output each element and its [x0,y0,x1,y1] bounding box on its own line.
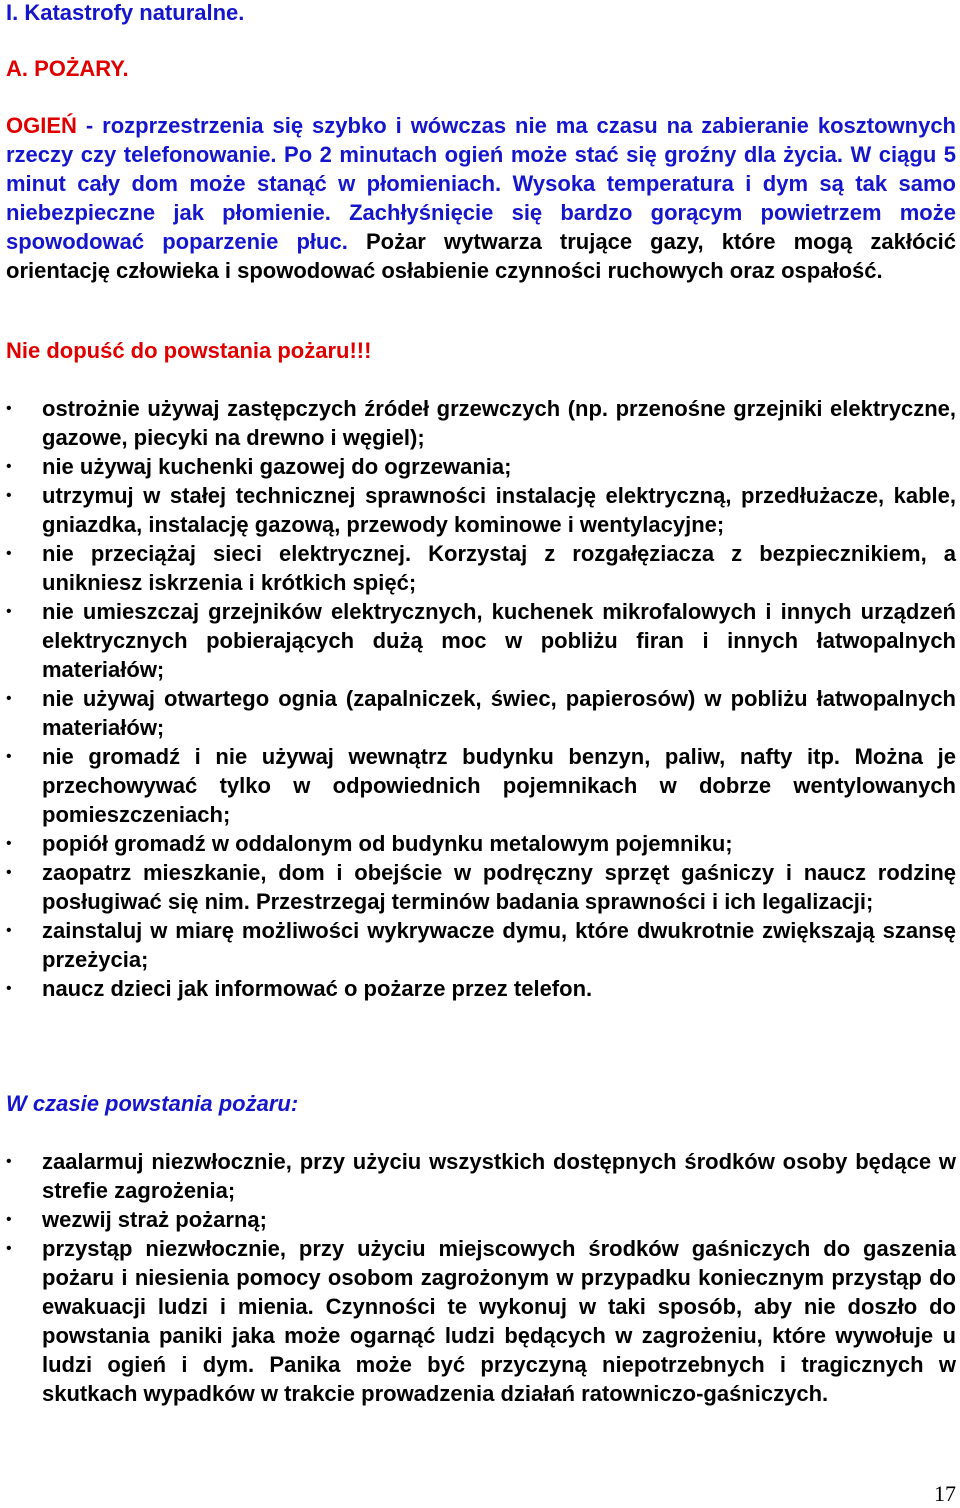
list-item: • zaalarmuj niezwłocznie, przy użyciu wszystkich dostępnych środków osoby będące w strefie zagrożenia; [6,1147,956,1205]
warning-text: Nie dopuść do powstania pożaru!!! [6,338,372,363]
during-fire-heading: W czasie powstania pożaru: [6,1091,299,1116]
prevention-list [6,394,956,1003]
section-title: A. POŻARY. [6,56,129,81]
list-item: • nie używaj otwartego ognia (zapalniczek, świec, papierosów) w pobliżu łatwopalnych materiałów; [6,684,956,742]
list-item: • wezwij straż pożarną; [6,1205,956,1234]
list-item: • popiół gromadź w oddalonym od budynku metalowym pojemniku; [6,829,956,858]
intro-text: - rozprzestrzenia się szybko i wówczas nie ma czasu na zabieranie kosztownych rzeczy czy telefonowanie. Po 2 minutach ogień może stać się groźny dla życia. W ciągu 5 minut cały dom może stanąć w płomieniach. Wysoka temperatura i dym są tak samo niebezpieczne jak płomienie. Zachłyśnięcie się bardzo gorącym powietrzem może spowodować poparzenie płuc. [6,113,956,254]
intro-paragraph [6,111,956,285]
list-item: • nie używaj kuchenki gazowej do ogrzewania; [6,452,956,481]
list-item: • nie umieszczaj grzejników elektrycznych, kuchenek mikrofalowych i innych urządzeń elektrycznych pobierających dużą moc w pobliżu firan i innych łatwopalnych materiałów; [6,597,956,684]
during-fire-list [6,1147,956,1408]
list-item: • zainstaluj w miarę możliwości wykrywacze dymu, które dwukrotnie zwiększają szansę przeżycia; [6,916,956,974]
chapter-heading: I. Katastrofy naturalne. [6,0,245,25]
list-item: • ostrożnie używaj zastępczych źródeł grzewczych (np. przenośne grzejniki elektryczne, gazowe, piecyki na drewno i węgiel); [6,394,956,452]
list-item: • nie przeciążaj sieci elektrycznej. Korzystaj z rozgałęziacza z bezpiecznikiem, a unikniesz iskrzenia i krótkich spięć; [6,539,956,597]
list-item: • utrzymuj w stałej technicznej sprawności instalację elektryczną, przedłużacze, kable, gniazdka, instalację gazową, przewody kominowe i wentylacyjne; [6,481,956,539]
intro-lead: OGIEŃ [6,113,77,138]
list-item: • nie gromadź i nie używaj wewnątrz budynku benzyn, paliw, nafty itp. Można je przechowywać tylko w odpowiednich pojemnikach w dobrze wentylowanych pomieszczeniach; [6,742,956,829]
intro-text-black: Pożar wytwarza trujące gazy, które mogą zakłócić orientację człowieka i spowodować osłabienie czynności ruchowych oraz ospałość. [6,229,957,283]
list-item: • przystąp niezwłocznie, przy użyciu miejscowych środków gaśniczych do gaszenia pożaru i niesienia pomocy osobom zagrożonym w przypadku koniecznym przystąp do ewakuacji ludzi i mienia. Czynności te wykonuj w taki sposób, aby nie doszło do powstania paniki jaka może ogarnąć ludzi będących w zagrożeniu, które wywołuje u ludzi ogień i dym. Panika może być przyczyną niepotrzebnych i tragicznych w skutkach wypadków w trakcie prowadzenia działań ratowniczo-gaśniczych. [6,1234,956,1408]
list-item: • naucz dzieci jak informować o pożarze przez telefon. [6,974,956,1003]
page-number: 17 [934,1481,956,1506]
list-item: • zaopatrz mieszkanie, dom i obejście w podręczny sprzęt gaśniczy i naucz rodzinę posługiwać się nim. Przestrzegaj terminów badania sprawności i ich legalizacji; [6,858,956,916]
